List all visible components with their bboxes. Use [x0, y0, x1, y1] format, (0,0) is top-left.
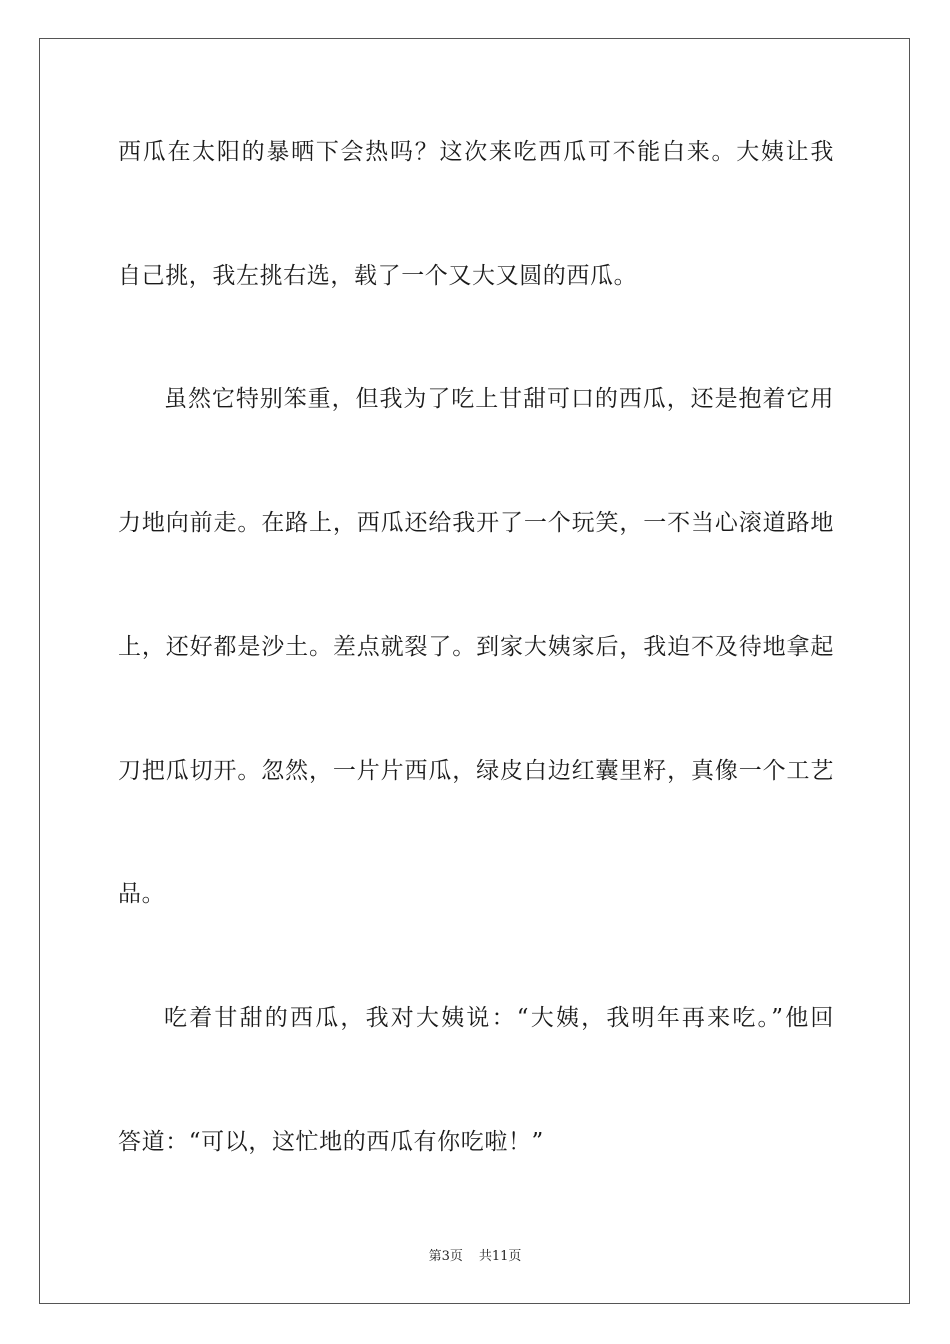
- text-line: 品。: [118, 881, 166, 907]
- text-line: 刀把瓜切开。忽然，一片片西瓜，绿皮白边红囊里籽，真像一个工艺: [118, 758, 834, 784]
- text-line: 上，还好都是沙土。差点就裂了。到家大姨家后，我迫不及待地拿起: [118, 634, 834, 660]
- text-line: 西瓜在太阳的暴晒下会热吗？这次来吃西瓜可不能白来。大姨让我: [118, 139, 834, 165]
- page-number: 第3页: [428, 1249, 463, 1264]
- text-line-indented: 虽然它特别笨重，但我为了吃上甘甜可口的西瓜，还是抱着它用: [164, 386, 834, 412]
- page-footer: [0, 1248, 950, 1266]
- text-line: 答道：“可以，这忙地的西瓜有你吃啦！”: [118, 1129, 544, 1155]
- text-line-indented: 吃着甘甜的西瓜，我对大姨说：“大姨，我明年再来吃。”他回: [164, 1005, 834, 1031]
- page-total: 共11页: [478, 1249, 522, 1264]
- text-line: 力地向前走。在路上，西瓜还给我开了一个玩笑，一不当心滚道路地: [118, 510, 834, 536]
- text-line: 自己挑，我左挑右选，载了一个又大又圆的西瓜。: [118, 263, 638, 289]
- page-border: [39, 38, 910, 1304]
